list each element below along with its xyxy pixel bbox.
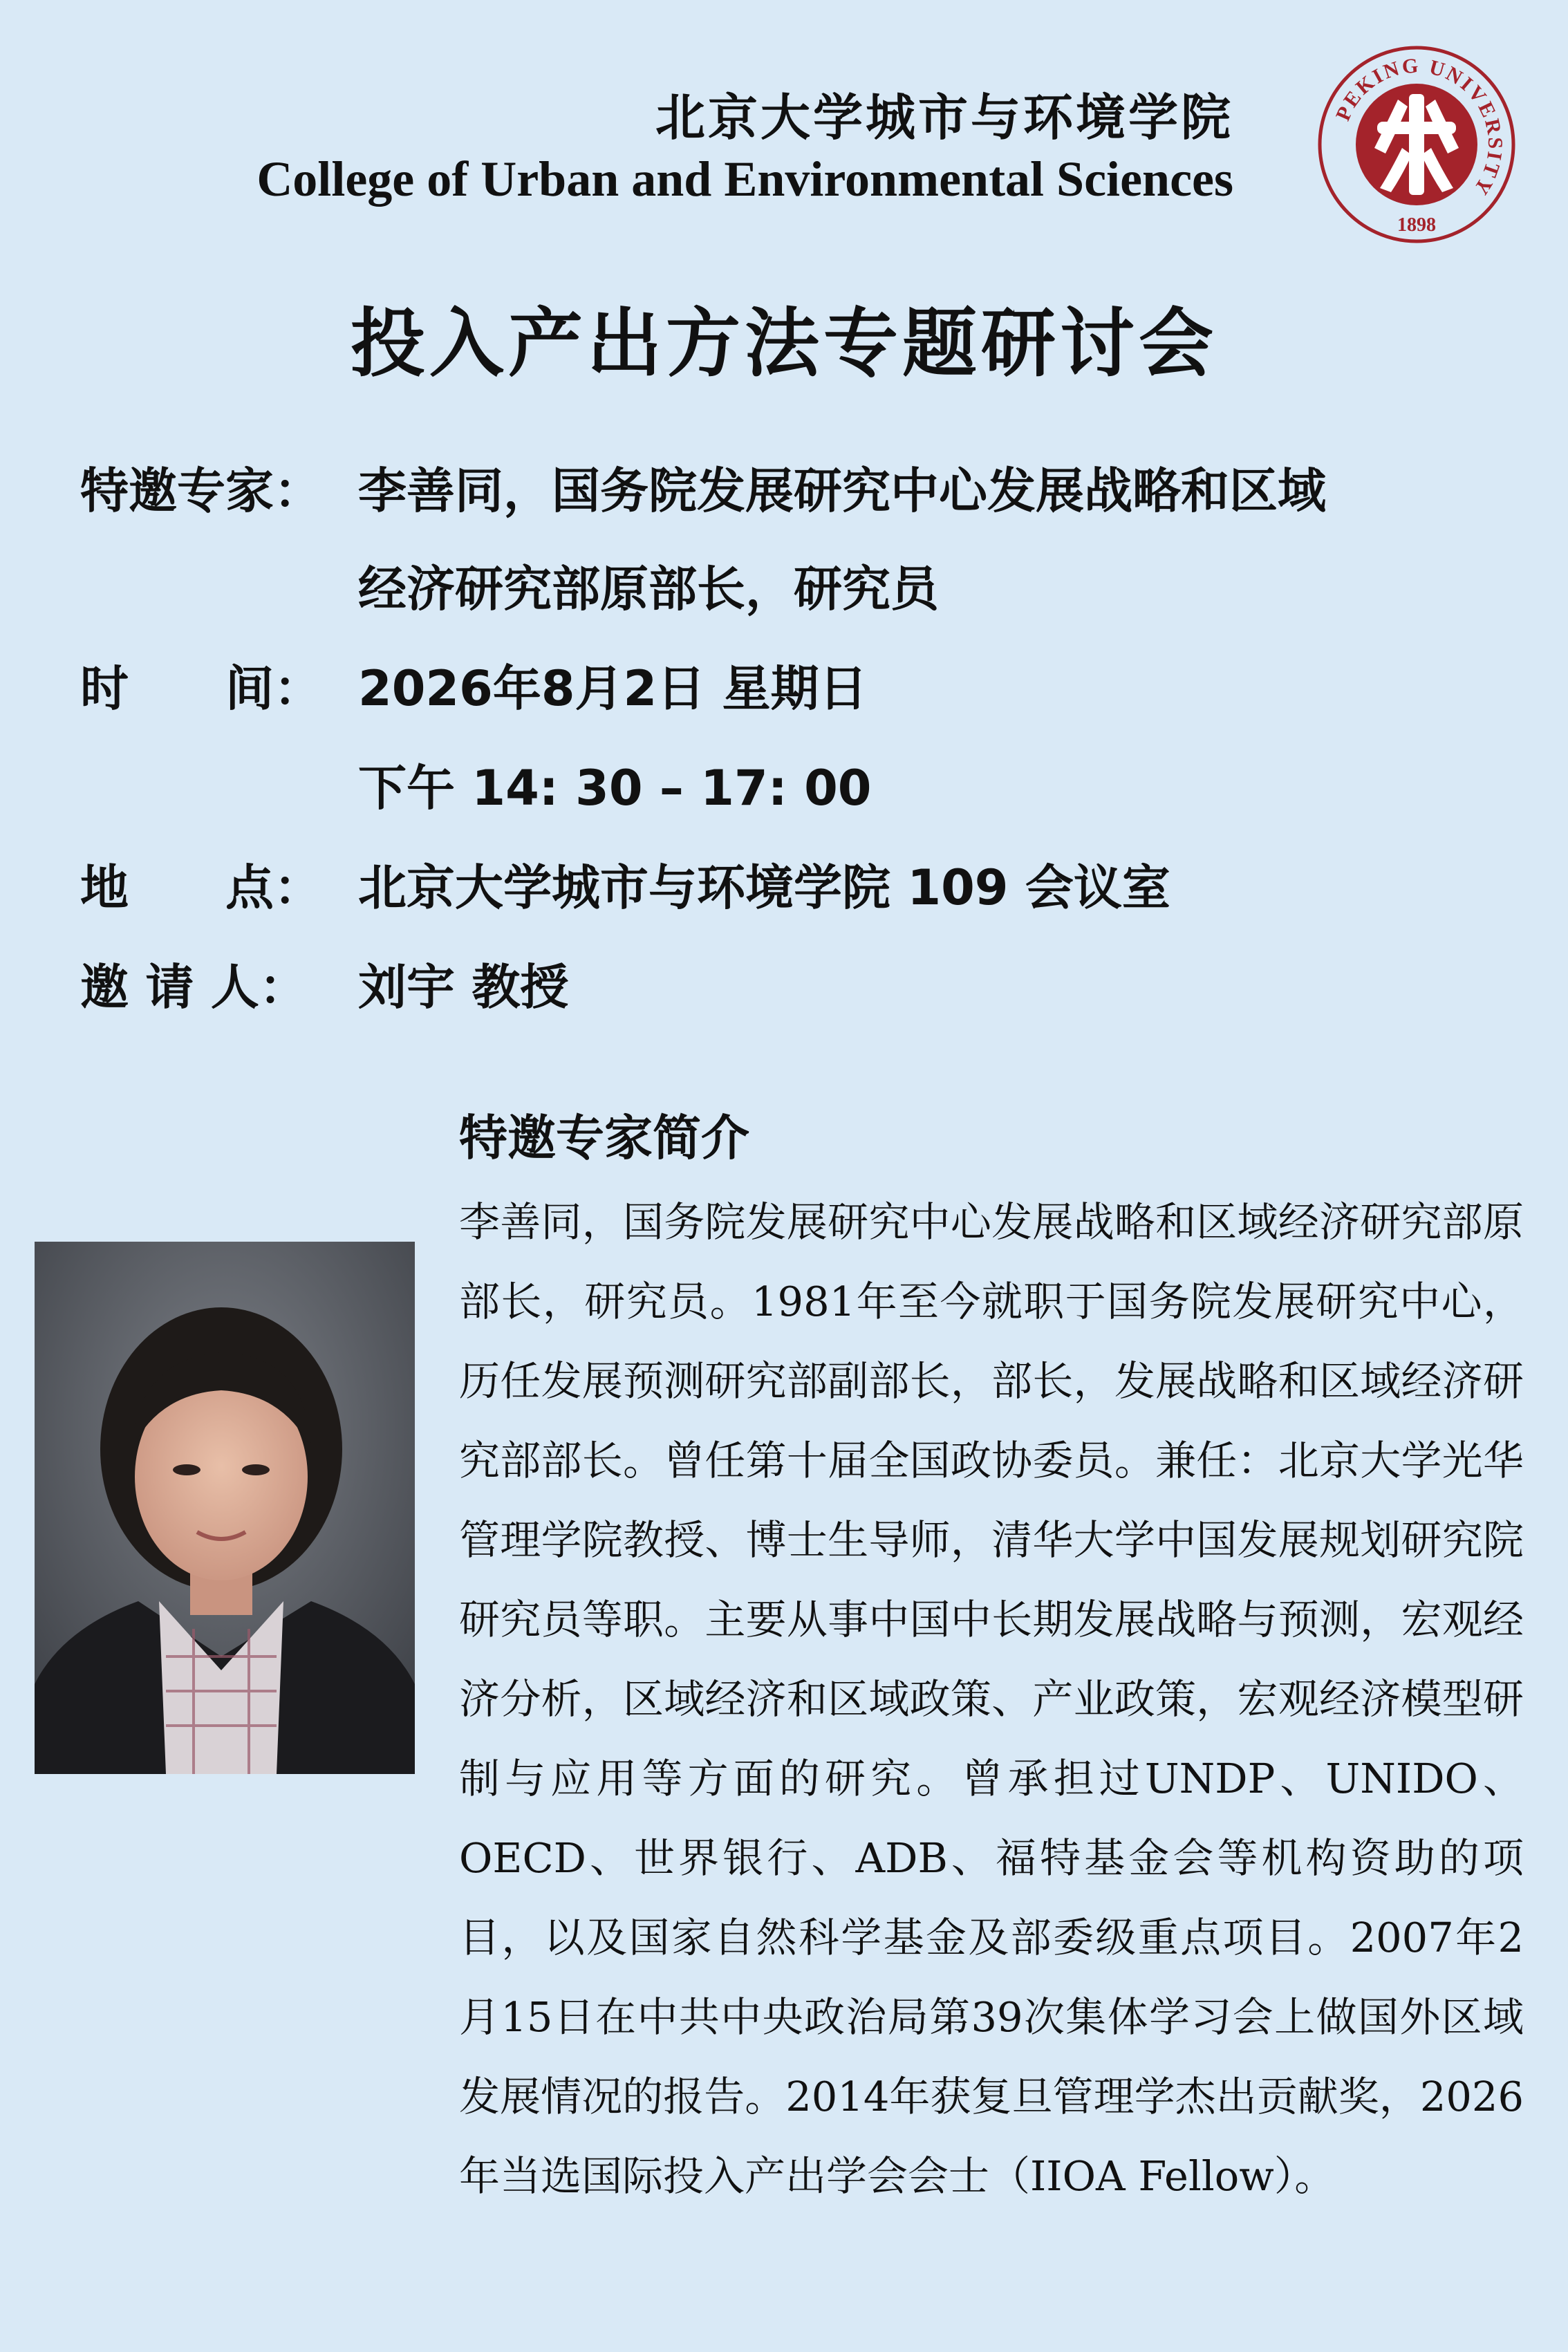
place-label: 地 点： xyxy=(80,859,322,916)
host-label: 邀 请 人： xyxy=(80,959,308,1016)
peking-university-seal xyxy=(1316,44,1517,245)
svg-text:PEKING UNIVERSITY: PEKING UNIVERSITY xyxy=(1331,54,1507,200)
time-label: 时 间： xyxy=(80,660,322,717)
seal-year: 1898 xyxy=(1397,214,1436,236)
event-title: 投入产出方法专题研讨会 xyxy=(350,301,1217,387)
time-date: 2026年8月2日 星期日 xyxy=(358,660,868,717)
expert-portrait-photo xyxy=(35,1242,415,1774)
bio-text: 李善同，国务院发展研究中心发展战略和区域经济研究部原部长，研究员。1981年至今就职于国务院发展研究中心，历任发展预测研究部副部长，部长，发展战略和区域经济研究部部长。曾任第十届全国政协委员。兼任：北京大学光华管理学院教授、博士生导师，清华大学中国发展规划研究院研究员等职。主要从事中国中长期发展战略与预测，宏观经济分析，区域经济和区域政策、产业政策，宏观经济模型研制与应用等方面的研究。曾承担过UNDP、UNIDO、OECD、世界银行、ADB、福特基金会等机构资助的项目，以及国家自然科学基金及部委级重点项目。2007年2月15日在中共中央政治局第39次集体学习会上做国外区域发展情况的报告。2014年获复旦管理学杰出贡献奖，2026年当选国际投入产出学会会士（IIOA Fellow）。 xyxy=(459,1198,1524,2200)
expert-label: 特邀专家： xyxy=(80,463,322,519)
place-value: 北京大学城市与环境学院 109 会议室 xyxy=(358,859,1170,916)
expert-line-2: 经济研究部原部长，研究员 xyxy=(358,561,939,617)
time-hours: 下午 14: 30 – 17: 00 xyxy=(358,760,872,816)
institution-name-cn: 北京大学城市与环境学院 xyxy=(655,88,1233,147)
institution-name-en: College of Urban and Environmental Sciences xyxy=(256,151,1233,207)
host-value: 刘宇 教授 xyxy=(358,959,569,1016)
bio-heading: 特邀专家简介 xyxy=(459,1110,749,1166)
expert-line-1: 李善同，国务院发展研究中心发展战略和区域 xyxy=(358,463,1326,519)
